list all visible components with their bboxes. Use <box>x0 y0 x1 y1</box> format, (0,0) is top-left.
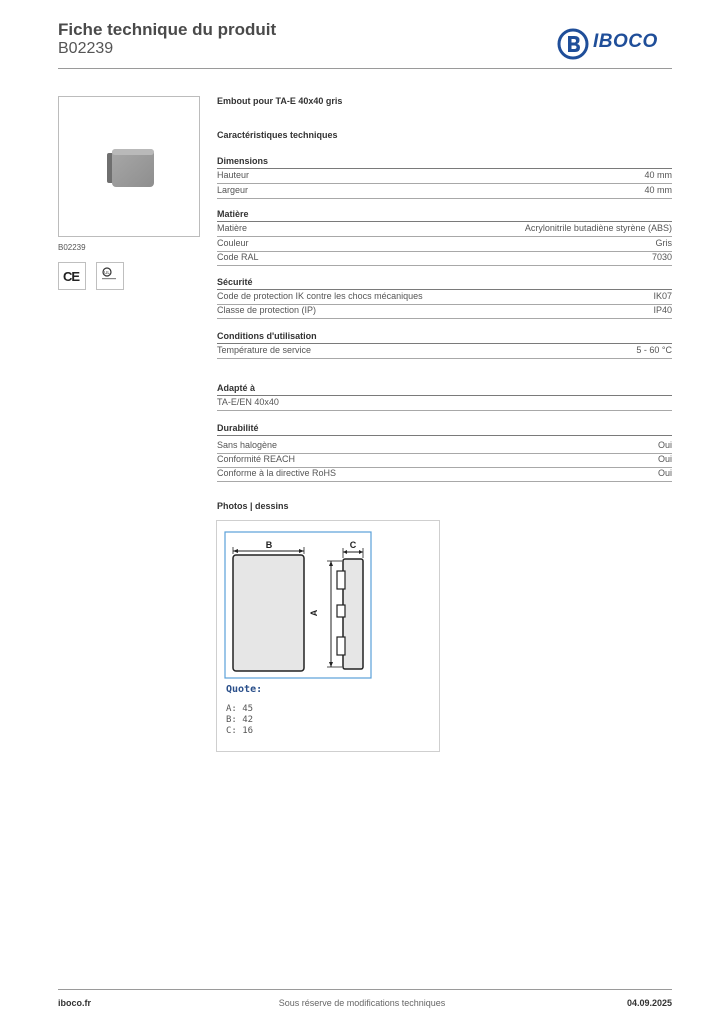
spec-label: Hauteur <box>217 170 250 180</box>
photos-heading: Photos | dessins <box>217 501 289 511</box>
spec-value: Gris <box>655 238 672 248</box>
spec-row <box>217 184 672 198</box>
spec-row <box>217 304 672 318</box>
spec-value: IP40 <box>653 305 672 315</box>
svg-text:B: B <box>265 540 273 550</box>
row-divider <box>217 358 672 359</box>
specs-heading: Caractéristiques techniques <box>217 130 338 140</box>
footer-notice: Sous réserve de modifications techniques <box>278 998 446 1008</box>
spec-label: Code RAL <box>217 252 259 262</box>
product-photo <box>58 96 200 237</box>
spec-label: Température de service <box>217 345 312 355</box>
header-divider <box>58 68 672 69</box>
logo-icon <box>557 28 589 60</box>
row-divider <box>217 265 672 266</box>
spec-row <box>217 344 672 358</box>
spec-label: Largeur <box>217 185 249 195</box>
adapte-heading: Adapté à <box>217 383 256 393</box>
svg-text:C: C <box>349 540 357 550</box>
securite-heading: Sécurité <box>217 277 253 287</box>
spec-value: Oui <box>657 440 672 450</box>
spec-label: TA-E/EN 40x40 <box>217 397 279 407</box>
certification-badge <box>96 262 124 290</box>
spec-row <box>217 251 672 265</box>
quote-c: C: 16 <box>226 726 254 736</box>
spec-value: 5 - 60 °C <box>636 345 672 355</box>
row-divider <box>217 198 672 199</box>
spec-row <box>217 290 672 304</box>
matiere-heading: Matière <box>217 209 249 219</box>
spec-value: 40 mm <box>644 185 672 195</box>
footer-date: 04.09.2025 <box>626 998 672 1008</box>
ce-text: CE <box>63 269 80 284</box>
spec-label: Sans halogène <box>217 440 278 450</box>
spec-value: Oui <box>657 468 672 478</box>
conditions-heading: Conditions d'utilisation <box>217 331 317 341</box>
spec-row <box>217 439 672 453</box>
footer-divider <box>58 989 672 990</box>
spec-row <box>217 169 672 183</box>
logo-text: IBOCO <box>593 31 658 52</box>
spec-row <box>217 222 672 236</box>
footer-website-link[interactable]: iboco.fr <box>58 998 91 1008</box>
row-divider <box>217 481 672 482</box>
photo-caption: B02239 <box>58 243 86 252</box>
product-image-icon <box>59 97 199 236</box>
spec-label: Code de protection IK contre les chocs mécaniques <box>217 291 423 301</box>
svg-text:A: A <box>309 609 319 617</box>
section-divider <box>217 435 672 436</box>
spec-row <box>217 467 672 481</box>
row-divider <box>217 318 672 319</box>
quote-title: Quote: <box>226 684 263 695</box>
spec-row <box>217 396 672 410</box>
ce-mark <box>58 262 86 290</box>
dimension-drawing-icon <box>217 521 439 681</box>
certification-icon <box>97 263 123 289</box>
spec-label: Conformité REACH <box>217 454 296 464</box>
spec-value: Acrylonitrile butadiène styrène (ABS) <box>524 223 672 233</box>
product-name: Embout pour TA-E 40x40 gris <box>217 96 343 106</box>
spec-value: 7030 <box>651 252 672 262</box>
product-code: B02239 <box>58 40 114 57</box>
row-divider <box>217 410 672 411</box>
durabilite-heading: Durabilité <box>217 423 259 433</box>
brand-logo[interactable] <box>557 28 675 60</box>
spec-label: Matière <box>217 223 248 233</box>
svg-text:UL: UL <box>104 270 110 275</box>
spec-value: Oui <box>657 454 672 464</box>
spec-row <box>217 237 672 251</box>
quote-b: B: 42 <box>226 715 254 725</box>
spec-value: 40 mm <box>644 170 672 180</box>
spec-label: Conforme à la directive RoHS <box>217 468 337 478</box>
technical-drawing <box>216 520 440 752</box>
page-title: Fiche technique du produit <box>58 20 277 39</box>
spec-label: Classe de protection (IP) <box>217 305 317 315</box>
spec-label: Couleur <box>217 238 249 248</box>
dimensions-heading: Dimensions <box>217 156 269 166</box>
spec-value: IK07 <box>653 291 672 301</box>
spec-row <box>217 453 672 467</box>
quote-a: A: 45 <box>226 704 254 714</box>
